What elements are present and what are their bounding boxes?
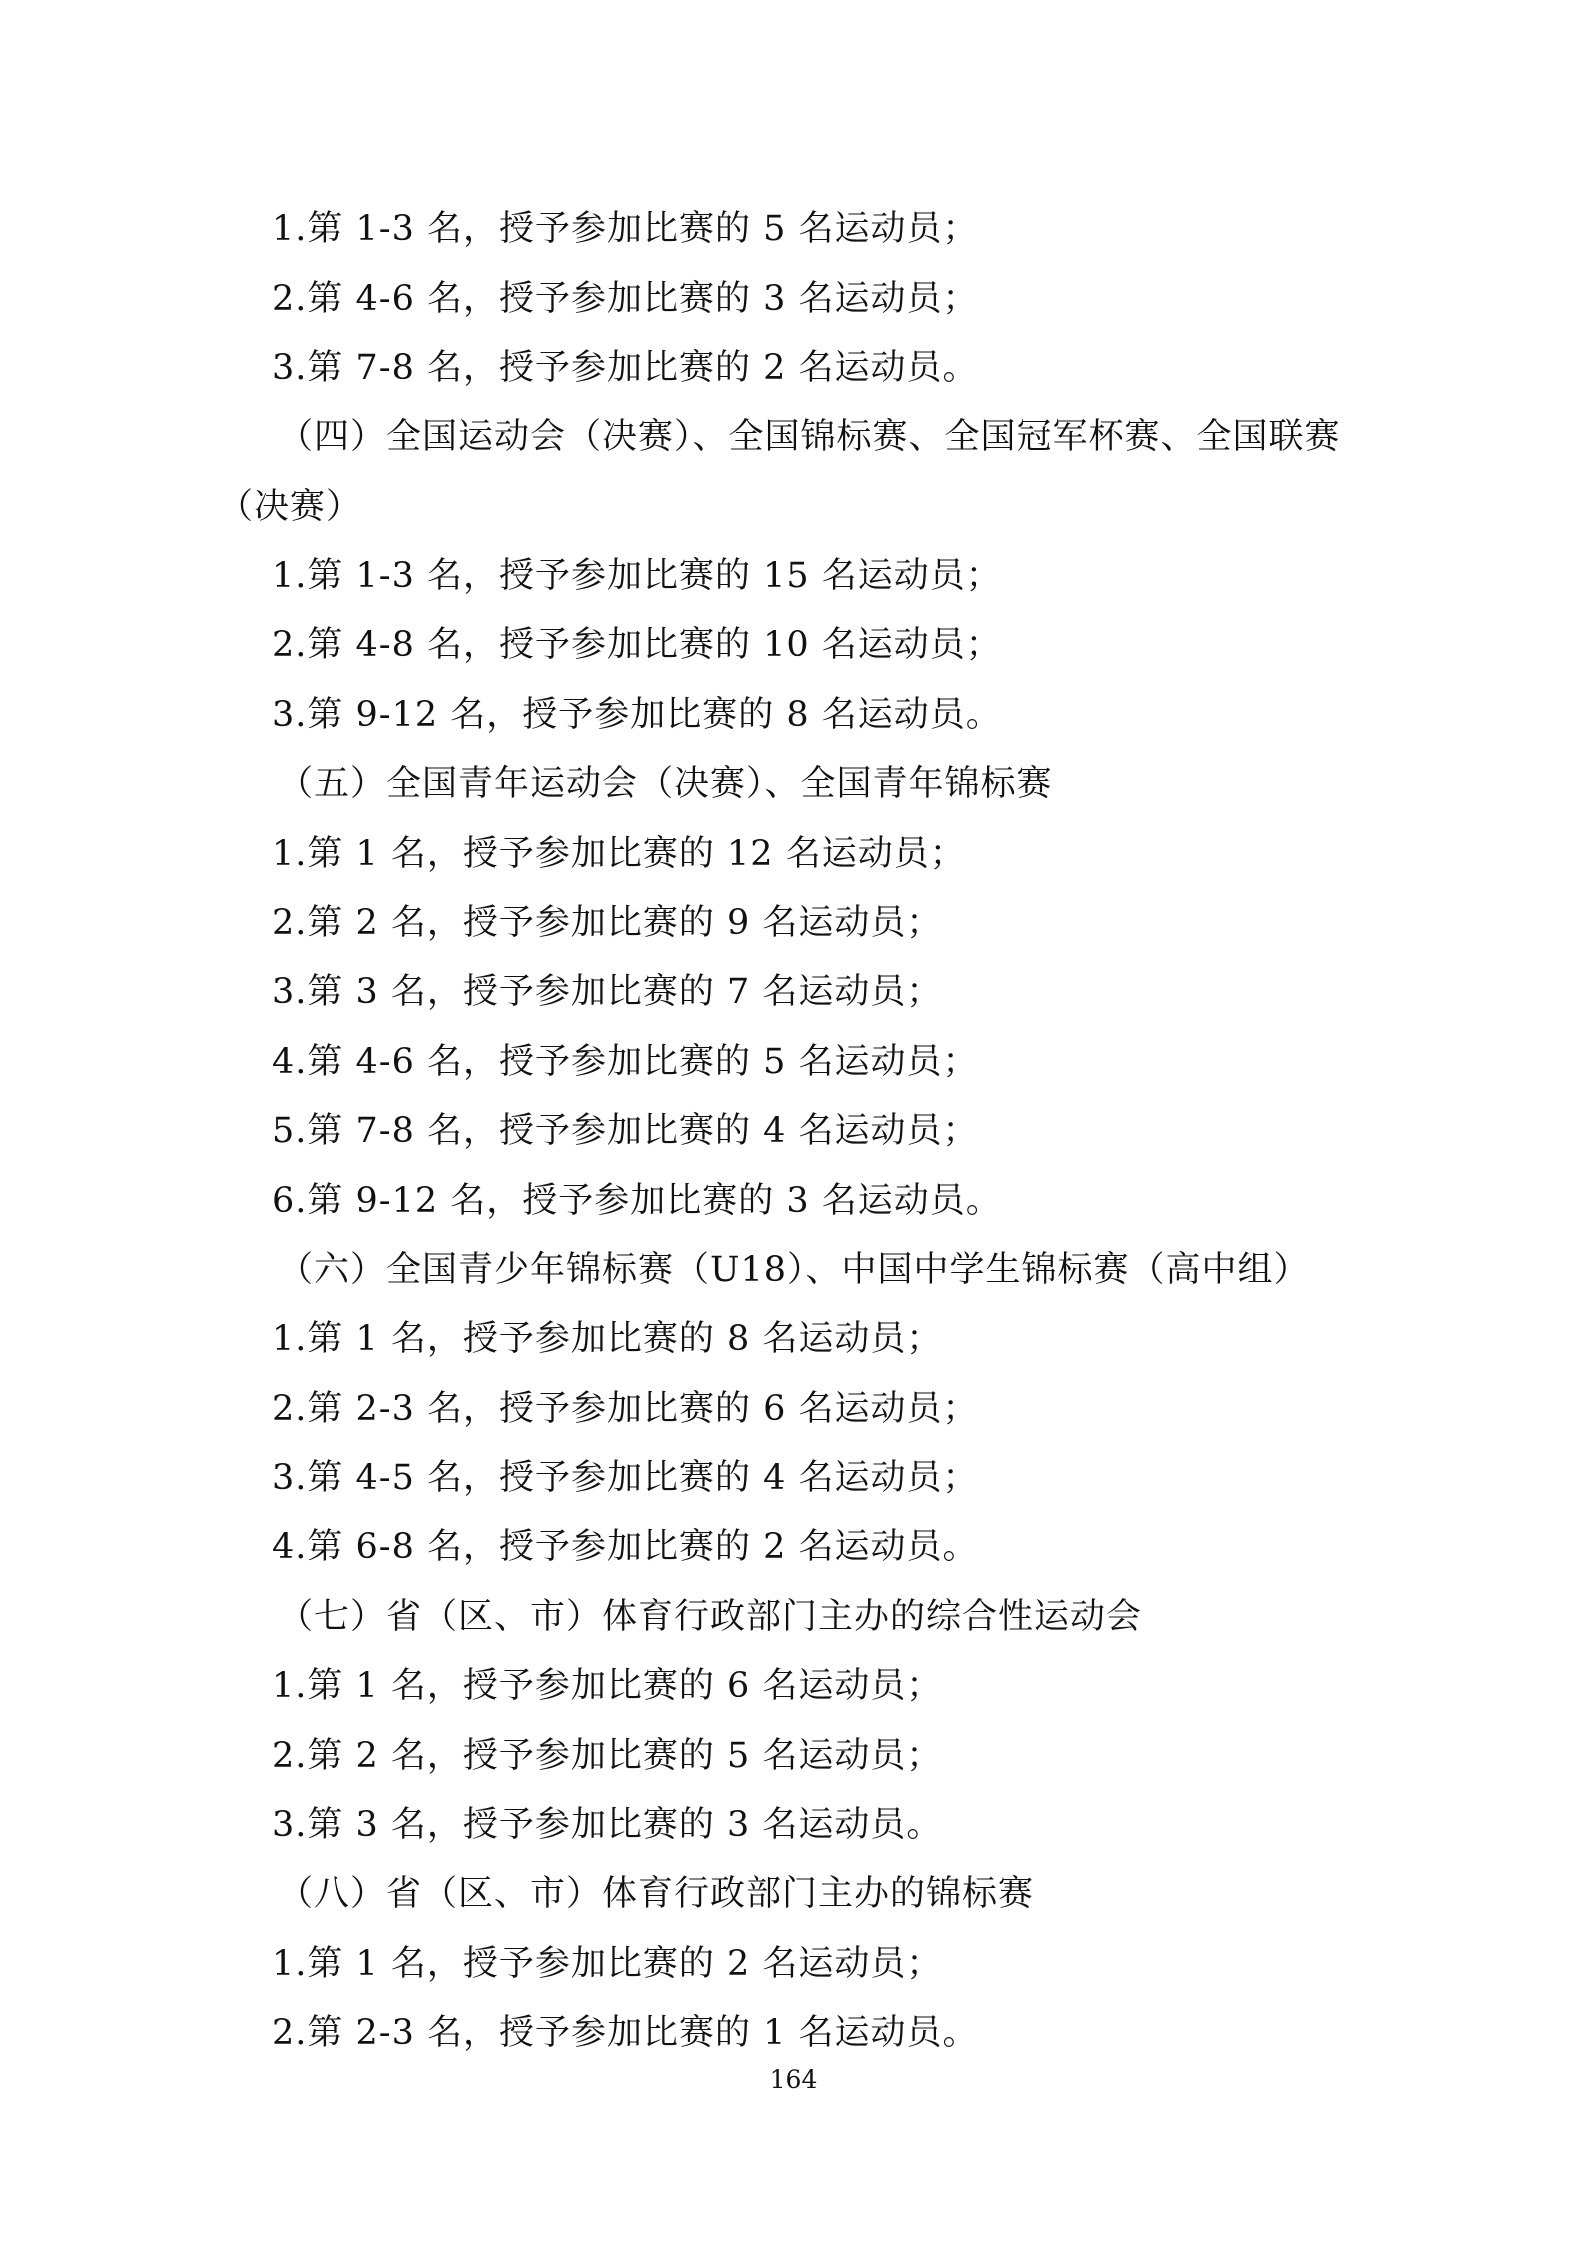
list-item: 2.第 4-6 名，授予参加比赛的 3 名运动员； (272, 279, 979, 319)
section-heading: （八）省（区、市）体育行政部门主办的锦标赛 (278, 1874, 1035, 1914)
list-item: 3.第 4-5 名，授予参加比赛的 4 名运动员； (272, 1458, 979, 1498)
list-item: 2.第 2-3 名，授予参加比赛的 6 名运动员； (272, 1389, 979, 1429)
list-item: 2.第 2 名，授予参加比赛的 5 名运动员； (272, 1736, 943, 1776)
list-item: 2.第 2 名，授予参加比赛的 9 名运动员； (272, 903, 943, 943)
list-item: 1.第 1-3 名，授予参加比赛的 15 名运动员； (272, 556, 1002, 596)
list-item: 2.第 4-8 名，授予参加比赛的 10 名运动员； (272, 625, 1002, 665)
list-item: 1.第 1 名，授予参加比赛的 8 名运动员； (272, 1319, 943, 1359)
page-number: 164 (769, 2065, 818, 2094)
list-item: 5.第 7-8 名，授予参加比赛的 4 名运动员； (272, 1111, 979, 1151)
list-item: 3.第 3 名，授予参加比赛的 3 名运动员。 (272, 1805, 943, 1845)
list-item: 4.第 4-6 名，授予参加比赛的 5 名运动员； (272, 1042, 979, 1082)
list-item: 6.第 9-12 名，授予参加比赛的 3 名运动员。 (272, 1181, 1002, 1221)
list-item: 3.第 3 名，授予参加比赛的 7 名运动员； (272, 972, 943, 1012)
section-heading: （七）省（区、市）体育行政部门主办的综合性运动会 (278, 1597, 1143, 1637)
list-item: 4.第 6-8 名，授予参加比赛的 2 名运动员。 (272, 1527, 979, 1567)
list-item: 3.第 7-8 名，授予参加比赛的 2 名运动员。 (272, 348, 979, 388)
section-heading-continuation: （决赛） (218, 487, 363, 527)
list-item: 1.第 1 名，授予参加比赛的 2 名运动员； (272, 1944, 943, 1984)
list-item: 1.第 1 名，授予参加比赛的 6 名运动员； (272, 1666, 943, 1706)
list-item: 3.第 9-12 名，授予参加比赛的 8 名运动员。 (272, 695, 1002, 735)
list-item: 1.第 1 名，授予参加比赛的 12 名运动员； (272, 834, 966, 874)
section-heading: （四）全国运动会（决赛）、全国锦标赛、全国冠军杯赛、全国联赛 (278, 417, 1341, 457)
section-heading: （六）全国青少年锦标赛（U18）、中国中学生锦标赛（高中组） (278, 1250, 1310, 1290)
list-item: 1.第 1-3 名，授予参加比赛的 5 名运动员； (272, 209, 979, 249)
list-item: 2.第 2-3 名，授予参加比赛的 1 名运动员。 (272, 2013, 979, 2053)
section-heading: （五）全国青年运动会（决赛）、全国青年锦标赛 (278, 764, 1053, 804)
